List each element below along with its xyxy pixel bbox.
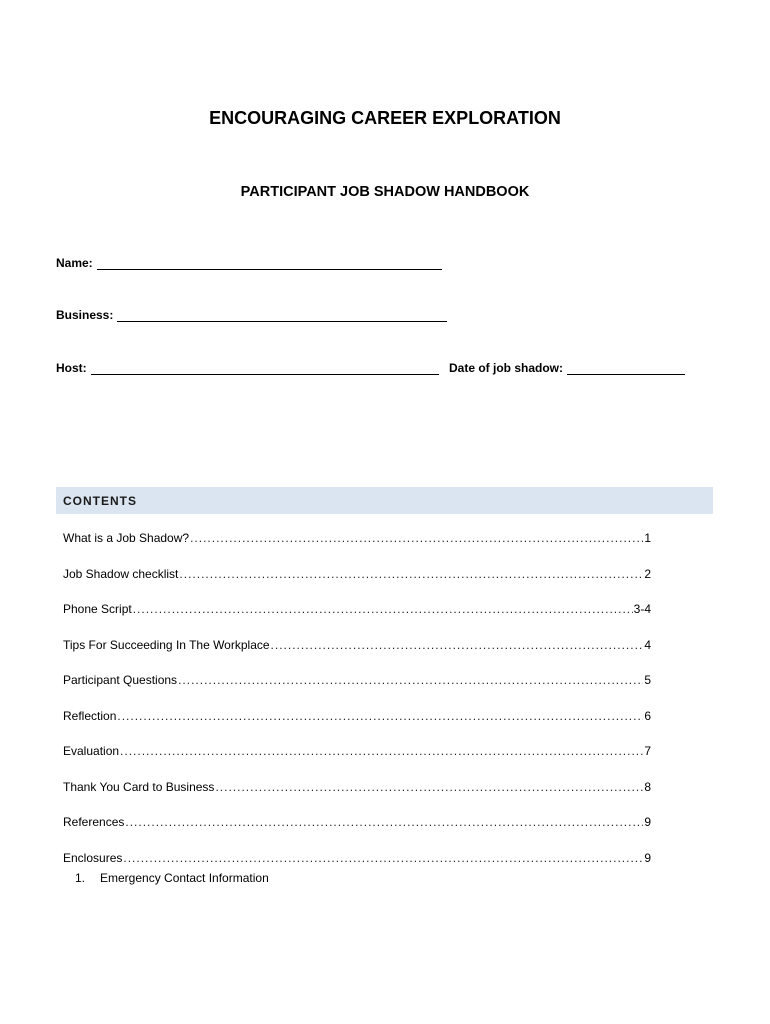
name-line[interactable] (97, 255, 442, 270)
host-label: Host: (56, 361, 87, 375)
date-field[interactable] (449, 360, 685, 375)
toc-entry-page: 2 (644, 566, 651, 581)
toc-leader-dots (271, 638, 644, 652)
toc-leader-dots (120, 744, 643, 758)
toc-entry-page: 9 (644, 850, 651, 865)
document-title: ENCOURAGING CAREER EXPLORATION (209, 108, 561, 128)
document-subtitle: PARTICIPANT JOB SHADOW HANDBOOK (240, 184, 530, 200)
toc-entry-label: Reflection (63, 708, 117, 723)
toc-entry-label: Job Shadow checklist (63, 566, 179, 581)
toc-entry-label: References (63, 815, 125, 829)
toc-entry[interactable] (63, 709, 651, 745)
toc-leader-dots (179, 567, 643, 581)
name-label: Name: (56, 256, 93, 270)
business-label: Business: (56, 308, 114, 322)
toc-leader-dots (215, 780, 643, 794)
contents-heading: CONTENTS (56, 487, 713, 514)
toc-entry-label: Tips For Succeeding In The Workplace (63, 637, 270, 652)
toc-entry[interactable] (63, 815, 651, 851)
toc-entry[interactable] (63, 531, 651, 567)
toc-entry-page: 4 (644, 637, 651, 652)
toc-entry-label: Thank You Card to Business (63, 779, 215, 794)
sub-item-number: 1. (75, 871, 86, 885)
toc-entry-page: 1 (644, 531, 651, 545)
toc-entry-page: 9 (644, 815, 651, 829)
table-of-contents (63, 531, 651, 886)
business-line[interactable] (117, 307, 447, 322)
date-line[interactable] (567, 360, 685, 375)
toc-entry-label: Participant Questions (63, 673, 178, 687)
toc-entry-page: 3-4 (633, 602, 651, 616)
toc-entry-page: 5 (644, 673, 651, 687)
toc-leader-dots (125, 815, 643, 829)
toc-leader-dots (190, 531, 643, 545)
toc-entry-label: Enclosures (63, 850, 123, 865)
host-line[interactable] (91, 360, 439, 375)
name-field[interactable] (56, 255, 442, 270)
toc-leader-dots (133, 602, 633, 616)
toc-entry-label: Phone Script (63, 602, 132, 616)
business-field[interactable] (56, 307, 447, 322)
toc-entry[interactable] (63, 638, 651, 674)
sub-item-label: Emergency Contact Information (100, 871, 269, 885)
toc-entry[interactable] (63, 673, 651, 709)
toc-entry-page: 7 (644, 744, 651, 758)
toc-entry-page: 6 (644, 708, 651, 723)
toc-entry[interactable] (63, 602, 651, 638)
toc-entry-label: Evaluation (63, 744, 120, 758)
toc-sub-item[interactable] (75, 871, 269, 885)
toc-entry[interactable] (63, 744, 651, 780)
toc-leader-dots (117, 709, 643, 723)
toc-entry-label: What is a Job Shadow? (63, 531, 190, 545)
toc-leader-dots (123, 851, 643, 865)
toc-entry-page: 8 (644, 779, 651, 794)
toc-entry[interactable] (63, 780, 651, 816)
toc-entry[interactable] (63, 567, 651, 603)
host-field[interactable] (56, 360, 439, 375)
toc-leader-dots (178, 673, 643, 687)
date-label: Date of job shadow: (449, 361, 563, 375)
